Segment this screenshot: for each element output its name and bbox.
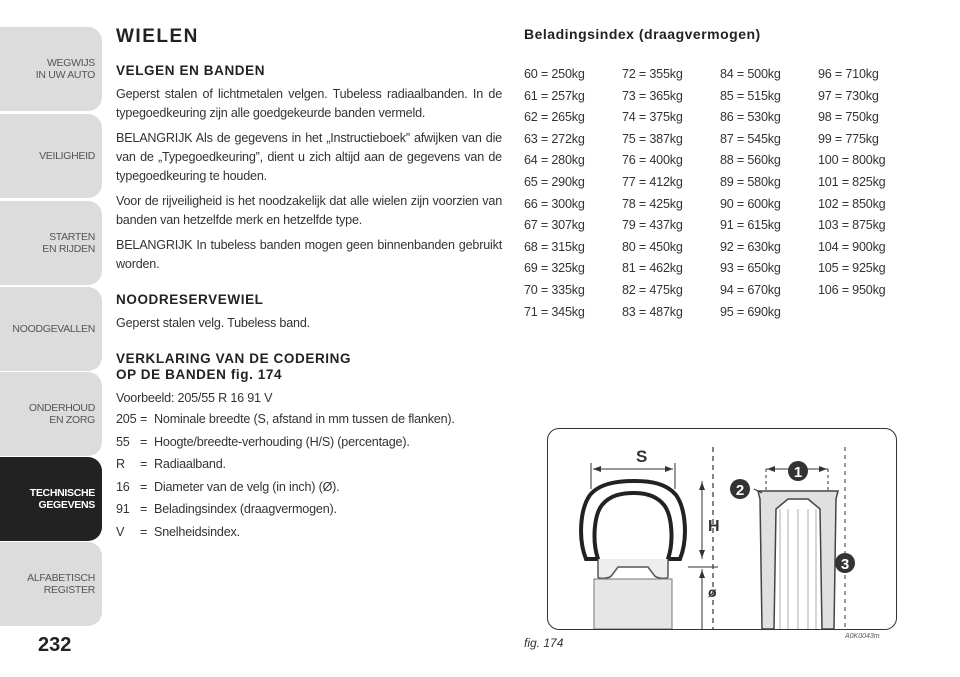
tire-diagram xyxy=(548,429,897,630)
code-key: 16 xyxy=(116,479,130,494)
load-index-heading: Beladingsindex (draagvermogen) xyxy=(524,26,761,42)
section-heading-codering: VERKLARING VAN DE CODERING xyxy=(116,351,352,366)
tab-starten[interactable]: STARTEN EN RIJDEN xyxy=(0,201,102,285)
load-index-cell: 90 = 600kg xyxy=(720,196,781,211)
load-index-cell: 89 = 580kg xyxy=(720,174,781,189)
load-index-cell: 101 = 825kg xyxy=(818,174,886,189)
code-val: Snelheidsindex. xyxy=(154,524,240,539)
figure-caption: fig. 174 xyxy=(524,636,564,650)
load-index-cell: 91 = 615kg xyxy=(720,218,781,233)
load-index-cell: 94 = 670kg xyxy=(720,282,781,297)
code-key: R xyxy=(116,457,125,471)
paragraph: Geperst stalen of lichtmetalen velgen. Tubeless radiaalbanden. In de typegoedkeuring zijn alle goedgekeurde banden vermeld. xyxy=(116,87,502,120)
load-index-cell: 75 = 387kg xyxy=(622,131,683,146)
code-row xyxy=(116,408,502,431)
load-index-cell: 68 = 315kg xyxy=(524,239,585,254)
load-index-cell: 77 = 412kg xyxy=(622,174,683,189)
load-index-cell: 76 = 400kg xyxy=(622,153,683,168)
load-index-cell: 87 = 545kg xyxy=(720,131,781,146)
load-index-cell: 98 = 750kg xyxy=(818,110,879,125)
callout-2-label: 2 xyxy=(735,482,745,499)
paragraph: BELANGRIJK In tubeless banden mogen geen binnenbanden gebruikt worden. xyxy=(116,238,502,271)
load-index-cell: 81 = 462kg xyxy=(622,261,683,276)
load-index-cell: 65 = 290kg xyxy=(524,174,585,189)
section-heading-velgen: VELGEN EN BANDEN xyxy=(116,63,266,78)
tab-noodgevallen[interactable]: NOODGEVALLEN xyxy=(0,287,102,371)
load-index-cell: 71 = 345kg xyxy=(524,304,585,319)
right-column xyxy=(524,26,944,323)
code-key: 205 xyxy=(116,412,137,426)
load-index-cell: 99 = 775kg xyxy=(818,131,879,146)
paragraph: BELANGRIJK Als de gegevens in het „Instructieboek” afwijken van die van de „Typegoedkeuring”, dient u zich altijd aan de gegevens van de typegoedkeuring te houden. xyxy=(116,131,502,183)
load-index-cell: 96 = 710kg xyxy=(818,67,879,81)
paragraph: Geperst stalen velg. Tubeless band. xyxy=(116,316,310,330)
code-key: 91 xyxy=(116,502,130,516)
load-index-cell: 60 = 250kg xyxy=(524,67,585,81)
load-index-cell: 85 = 515kg xyxy=(720,88,781,103)
code-row xyxy=(116,453,502,476)
tab-alfabetisch-register[interactable]: ALFABETISCH REGISTER xyxy=(0,542,102,626)
figure-code: A0K0043m xyxy=(845,633,880,640)
code-eq: = xyxy=(140,502,148,516)
code-val: Radiaalband. xyxy=(154,457,226,471)
load-index-cell: 70 = 335kg xyxy=(524,282,585,297)
load-index-cell: 61 = 257kg xyxy=(524,88,585,103)
load-index-cell: 66 = 300kg xyxy=(524,196,585,211)
load-index-cell: 93 = 650kg xyxy=(720,261,781,276)
load-index-cell: 62 = 265kg xyxy=(524,110,585,125)
load-index-cell: 92 = 630kg xyxy=(720,239,781,254)
code-key: 55 xyxy=(116,434,130,449)
label-diameter: ø xyxy=(708,584,717,600)
load-index-cell: 88 = 560kg xyxy=(720,153,781,168)
page-number: 232 xyxy=(38,634,72,656)
code-eq: = xyxy=(140,457,148,471)
code-eq: = xyxy=(140,524,148,539)
load-index-cell: 100 = 800kg xyxy=(818,153,886,168)
load-index-cell: 82 = 475kg xyxy=(622,282,683,297)
load-index-cell: 78 = 425kg xyxy=(622,196,683,211)
load-index-table xyxy=(524,64,944,323)
load-index-cell: 72 = 355kg xyxy=(622,67,683,81)
section-heading-codering-line2: OP DE BANDEN fig. 174 xyxy=(116,367,283,382)
tab-veiligheid[interactable]: VEILIGHEID xyxy=(0,114,102,198)
callout-1-label: 1 xyxy=(793,464,803,481)
load-index-cell: 95 = 690kg xyxy=(720,304,781,319)
load-index-cell: 104 = 900kg xyxy=(818,239,886,254)
tab-onderhoud[interactable]: ONDERHOUD EN ZORG xyxy=(0,372,102,456)
code-val: Beladingsindex (draagvermogen). xyxy=(154,502,337,516)
load-index-cell: 73 = 365kg xyxy=(622,88,683,103)
code-row xyxy=(116,498,502,521)
code-val: Nominale breedte (S, afstand in mm tussen de flanken). xyxy=(154,412,455,426)
code-eq: = xyxy=(140,412,148,426)
paragraph: Voor de rijveiligheid is het noodzakelijk dat alle wielen zijn voorzien van banden van hetzelfde merk en hetzelfde type. xyxy=(116,194,502,227)
tab-technische-gegevens[interactable]: TECHNISCHE GEGEVENS xyxy=(0,457,102,541)
page-title: WIELEN xyxy=(116,26,199,47)
tab-wegwijs[interactable]: WEGWIJS IN UW AUTO xyxy=(0,27,102,111)
load-index-cell: 74 = 375kg xyxy=(622,110,683,125)
callout-3-label: 3 xyxy=(840,556,850,573)
label-s: S xyxy=(636,447,648,466)
code-eq: = xyxy=(140,434,148,449)
code-list xyxy=(116,408,502,543)
code-val: Diameter van de velg (in inch) (Ø). xyxy=(154,479,340,494)
code-row xyxy=(116,431,502,454)
section-heading-noodreservewiel: NOODRESERVEWIEL xyxy=(116,292,264,307)
code-eq: = xyxy=(140,479,148,494)
load-index-cell: 80 = 450kg xyxy=(622,239,683,254)
code-row xyxy=(116,476,502,499)
load-index-cell xyxy=(818,302,916,324)
example-code: Voorbeeld: 205/55 R 16 91 V xyxy=(116,391,273,405)
chapter-sidebar xyxy=(0,0,102,630)
code-val: Hoogte/breedte-verhouding (H/S) (percentage). xyxy=(154,434,410,449)
load-index-cell: 105 = 925kg xyxy=(818,261,886,276)
left-column xyxy=(116,26,502,543)
load-index-cell: 106 = 950kg xyxy=(818,282,886,297)
load-index-cell: 69 = 325kg xyxy=(524,261,585,276)
load-index-cell: 63 = 272kg xyxy=(524,131,585,146)
load-index-cell: 67 = 307kg xyxy=(524,218,585,233)
code-key: V xyxy=(116,524,125,539)
load-index-cell: 64 = 280kg xyxy=(524,153,585,168)
load-index-cell: 103 = 875kg xyxy=(818,218,886,233)
load-index-cell: 97 = 730kg xyxy=(818,88,879,103)
load-index-cell: 86 = 530kg xyxy=(720,110,781,125)
tire-figure xyxy=(547,428,897,630)
load-index-cell: 102 = 850kg xyxy=(818,196,886,211)
load-index-cell: 83 = 487kg xyxy=(622,304,683,319)
label-h: H xyxy=(708,518,720,535)
load-index-cell: 79 = 437kg xyxy=(622,218,683,233)
code-row xyxy=(116,521,502,544)
load-index-cell: 84 = 500kg xyxy=(720,67,781,81)
